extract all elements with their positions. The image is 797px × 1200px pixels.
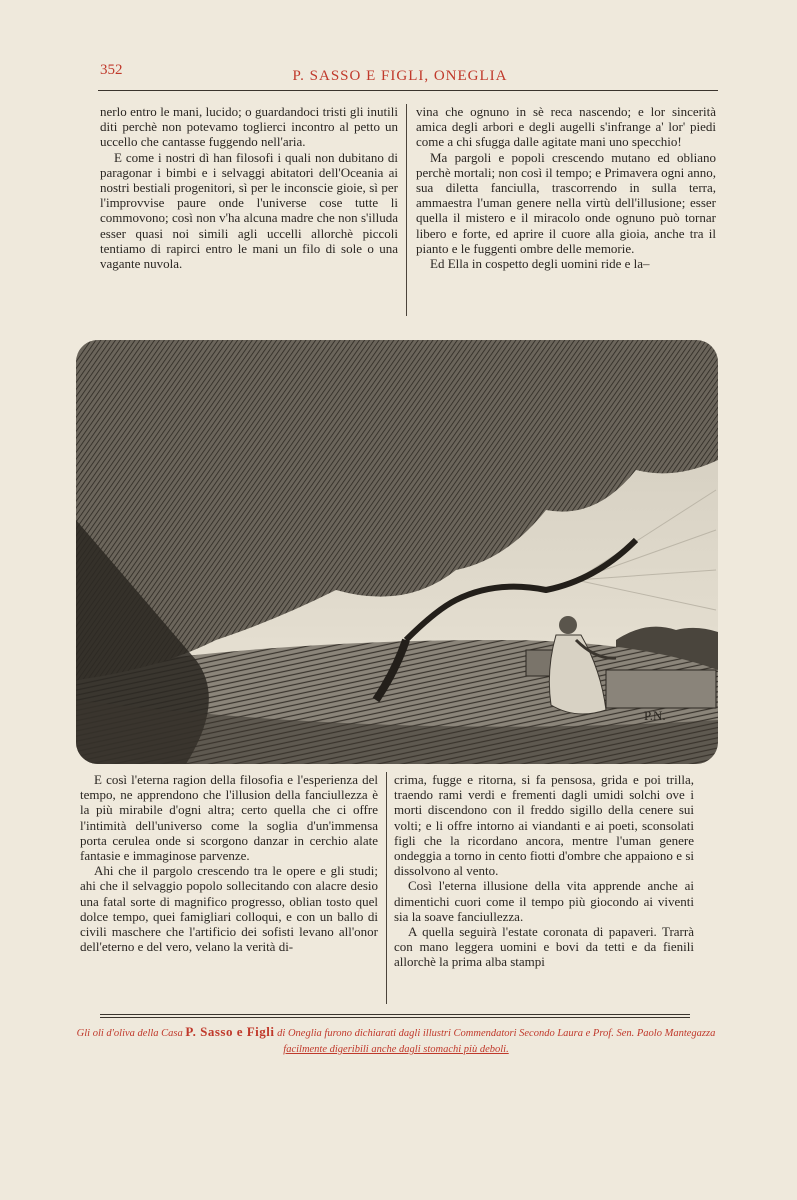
paragraph: A quella seguirà l'estate coronata di papaveri. Trarrà con mano leggera uomini e bovi da tetti e da fienili allorchè la prima alba stampi xyxy=(394,924,694,970)
top-left-column xyxy=(100,104,398,271)
paragraph: Ed Ella in cospetto degli uomini ride e la– xyxy=(430,256,650,272)
tree-garden-engraving xyxy=(76,340,718,764)
header-rule xyxy=(98,90,718,91)
footer-brand: P. Sasso e Figli xyxy=(185,1024,275,1039)
paragraph: vina che ognuno in sè reca nascendo; e lor sincerità amica degli arbori e degli augelli s'infrange a' lor' piedi come a chi sfugga dalle agitate mani uno specchio! xyxy=(416,104,716,150)
paragraph: E così l'eterna ragion della filosofia e l'esperienza del tempo, ne apprendono che l'illusion della fanciullezza è la più mirabile d'ogni altra; certo quella che ci offre l'intimità dell'universo come la soglia d'un'immensa porta cerulea onde si scorgono danzar in cerchio alate fantasie e immaginose parvenze. xyxy=(80,772,378,864)
paragraph: Ma pargoli e popoli crescendo mutano ed obliano perchè mortali; non così il tempo; e Primavera ogni anno, sua diletta fanciulla, trascorrendo in sulla terra, ammaestra l'uman genere nella virtù dell'illusione; esser quella il mistero e il miracolo onde ognuno può tornar libero e forte, ed aprire il cuore alla gioia, anche tra il pianto e le fuggenti ombre delle memorie. xyxy=(416,149,716,256)
running-title: P. SASSO E FIGLI, ONEGLIA xyxy=(292,68,508,84)
footer-rule xyxy=(100,1017,690,1018)
top-right-column xyxy=(416,104,716,271)
column-divider xyxy=(406,104,407,316)
bottom-left-column xyxy=(80,772,378,954)
page-number: 352 xyxy=(100,62,123,78)
paragraph: nerlo entro le mani, lucido; o guardandoci tristi gli inutili diti perchè non potevamo toglierci incontro al petto un uccello che cantasse fuggendo nell'aria. xyxy=(100,104,398,150)
footer-underlined: facilmente digeribili anche dagli stomachi più deboli. xyxy=(283,1044,509,1055)
paragraph: crima, fugge e ritorna, si fa pensosa, grida e poi trilla, traendo rami verdi e frementi dagli umidi solchi ove i morti discendono con il freddo sigillo della cenere sui volti; e li offre intorno ai viandanti e ai poeti, sconsolati figli che la ricordano ancora, mentre l'uman genere ondeggia a torno in cento fiotti d'ombre che appaiono e si dissolvono al vento. xyxy=(394,772,694,879)
advertisement-footer xyxy=(66,1024,726,1058)
engraving-illustration xyxy=(76,340,718,764)
footer-text: di Oneglia furono dichiarati dagli illustri Commendatori Secondo Laura e Prof. Sen. Paolo Mantegazza xyxy=(277,1028,716,1039)
column-divider xyxy=(386,772,387,1004)
footer-intro: Gli oli d'oliva della Casa xyxy=(76,1028,183,1039)
paragraph: Così l'eterna illusione della vita apprende anche ai dimentichi cuori come il tempo più giocondo ai viventi sia la soave fanciullezza. xyxy=(394,878,694,924)
paragraph: E come i nostri dì han filosofi i quali non dubitano di paragonar i bimbi e i selvaggi abitatori dell'Oceania ai nostri bestiali progenitori, sì per le inconscie gioie, sì per l'improvvise paure onde l'universe cose tutte li commovono; così non v'ha alcuna madre che non s'illuda esser quasi noi simili agli uccelli allorchè piccoli tentiamo di rapirci entro le mani un filo di sole o una vagante nuvola. xyxy=(100,149,398,272)
bottom-right-column xyxy=(394,772,694,970)
paragraph: Ahi che il pargolo crescendo tra le opere e gli studi; ahi che il selvaggio popolo sollecitando con alacre desio una fatal sorte di magnifico progresso, oblian tosto quel dolce tempo, quei famigliari colloqui, e con un ballo di civili maschere che l'artificio dei sofisti levano all'onor dell'eterno e del vero, velano la verità di- xyxy=(80,863,378,955)
artist-signature: P.N. xyxy=(644,708,666,723)
footer-rule xyxy=(100,1014,690,1015)
